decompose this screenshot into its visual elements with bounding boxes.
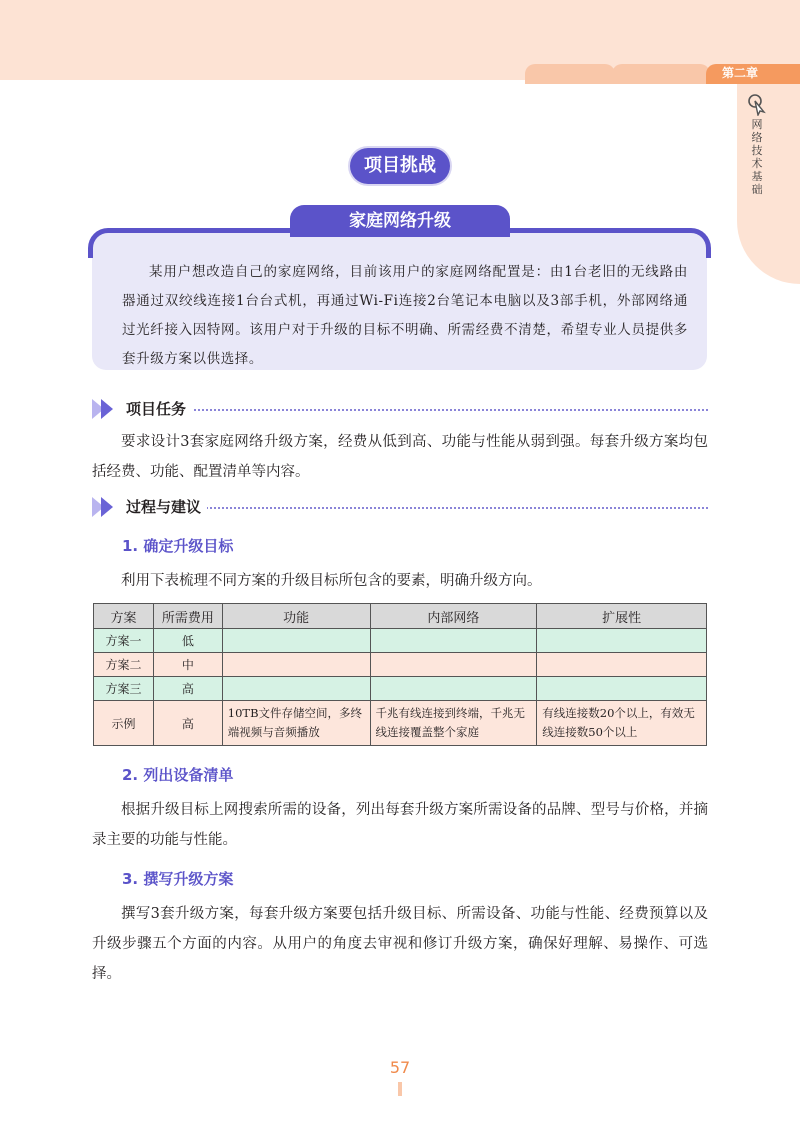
dotted-rule	[126, 409, 708, 411]
table-cell: 高	[153, 701, 222, 746]
table-cell: 中	[153, 653, 222, 677]
arrow-icon	[101, 497, 113, 517]
page-number: 57	[389, 1058, 411, 1077]
dotted-rule	[126, 507, 708, 509]
table-cell: 方案二	[94, 653, 154, 677]
table-cell	[537, 653, 707, 677]
table-cell: 方案一	[94, 629, 154, 653]
table-cell: 示例	[94, 701, 154, 746]
section-title: 项目任务	[126, 396, 192, 422]
arrow-icon	[101, 399, 113, 419]
chapter-tab-decor	[612, 64, 710, 84]
table-header: 功能	[222, 604, 370, 629]
table-header: 方案	[94, 604, 154, 629]
table-row	[94, 701, 707, 746]
table-cell	[537, 677, 707, 701]
table-row	[94, 629, 707, 653]
table-header-row	[94, 604, 707, 629]
table-cell	[222, 653, 370, 677]
table-cell	[222, 629, 370, 653]
project-intro: 某用户想改造自己的家庭网络，目前该用户的家庭网络配置是：由1台老旧的无线路由器通过双绞线连接1台台式机，再通过Wi-Fi连接2台笔记本电脑以及3部手机，外部网络通过光纤接入因特网。该用户对于升级的目标不明确、所需经费不清楚，希望专业人员提供多套升级方案以供选择。	[122, 264, 688, 367]
step-title: 3. 撰写升级方案	[122, 870, 234, 888]
chapter-side-title: 网络技术基础	[751, 118, 763, 196]
plan-table	[93, 603, 707, 746]
chapter-tab-decor	[525, 64, 615, 84]
table-header: 内部网络	[370, 604, 537, 629]
section-heading-process	[92, 494, 708, 520]
table-cell: 低	[153, 629, 222, 653]
page-marker	[398, 1082, 402, 1096]
section-heading-task	[92, 396, 708, 422]
table-cell: 高	[153, 677, 222, 701]
table-cell: 千兆有线连接到终端，千兆无线连接覆盖整个家庭	[370, 701, 537, 746]
step-title: 2. 列出设备清单	[122, 766, 234, 784]
table-header: 所需费用	[153, 604, 222, 629]
table-cell	[370, 677, 537, 701]
table-cell	[537, 629, 707, 653]
project-title: 家庭网络升级	[290, 205, 510, 237]
table-cell	[370, 653, 537, 677]
cursor-click-icon	[746, 92, 768, 116]
table-cell	[370, 629, 537, 653]
step-text: 利用下表梳理不同方案的升级目标所包含的要素，明确升级方向。	[121, 573, 542, 589]
section-title: 过程与建议	[126, 494, 207, 520]
table-cell: 10TB文件存储空间，多终端视频与音频播放	[222, 701, 370, 746]
table-cell: 有线连接数20个以上，有效无线连接数50个以上	[537, 701, 707, 746]
table-row	[94, 677, 707, 701]
step-title: 1. 确定升级目标	[122, 537, 234, 555]
table-row	[94, 653, 707, 677]
table-cell	[222, 677, 370, 701]
step-text: 撰写3套升级方案，每套升级方案要包括升级目标、所需设备、功能与性能、经费预算以及升级步骤五个方面的内容。从用户的角度去审视和修订升级方案，确保好理解、易操作、可选择。	[92, 906, 708, 982]
challenge-badge: 项目挑战	[350, 148, 450, 184]
step-text: 根据升级目标上网搜索所需的设备，列出每套升级方案所需设备的品牌、型号与价格，并摘录主要的功能与性能。	[92, 802, 708, 848]
chapter-tab-label: 第二章	[706, 64, 800, 84]
table-cell: 方案三	[94, 677, 154, 701]
table-header: 扩展性	[537, 604, 707, 629]
task-text: 要求设计3套家庭网络升级方案，经费从低到高、功能与性能从弱到强。每套升级方案均包括经费、功能、配置清单等内容。	[92, 434, 708, 480]
